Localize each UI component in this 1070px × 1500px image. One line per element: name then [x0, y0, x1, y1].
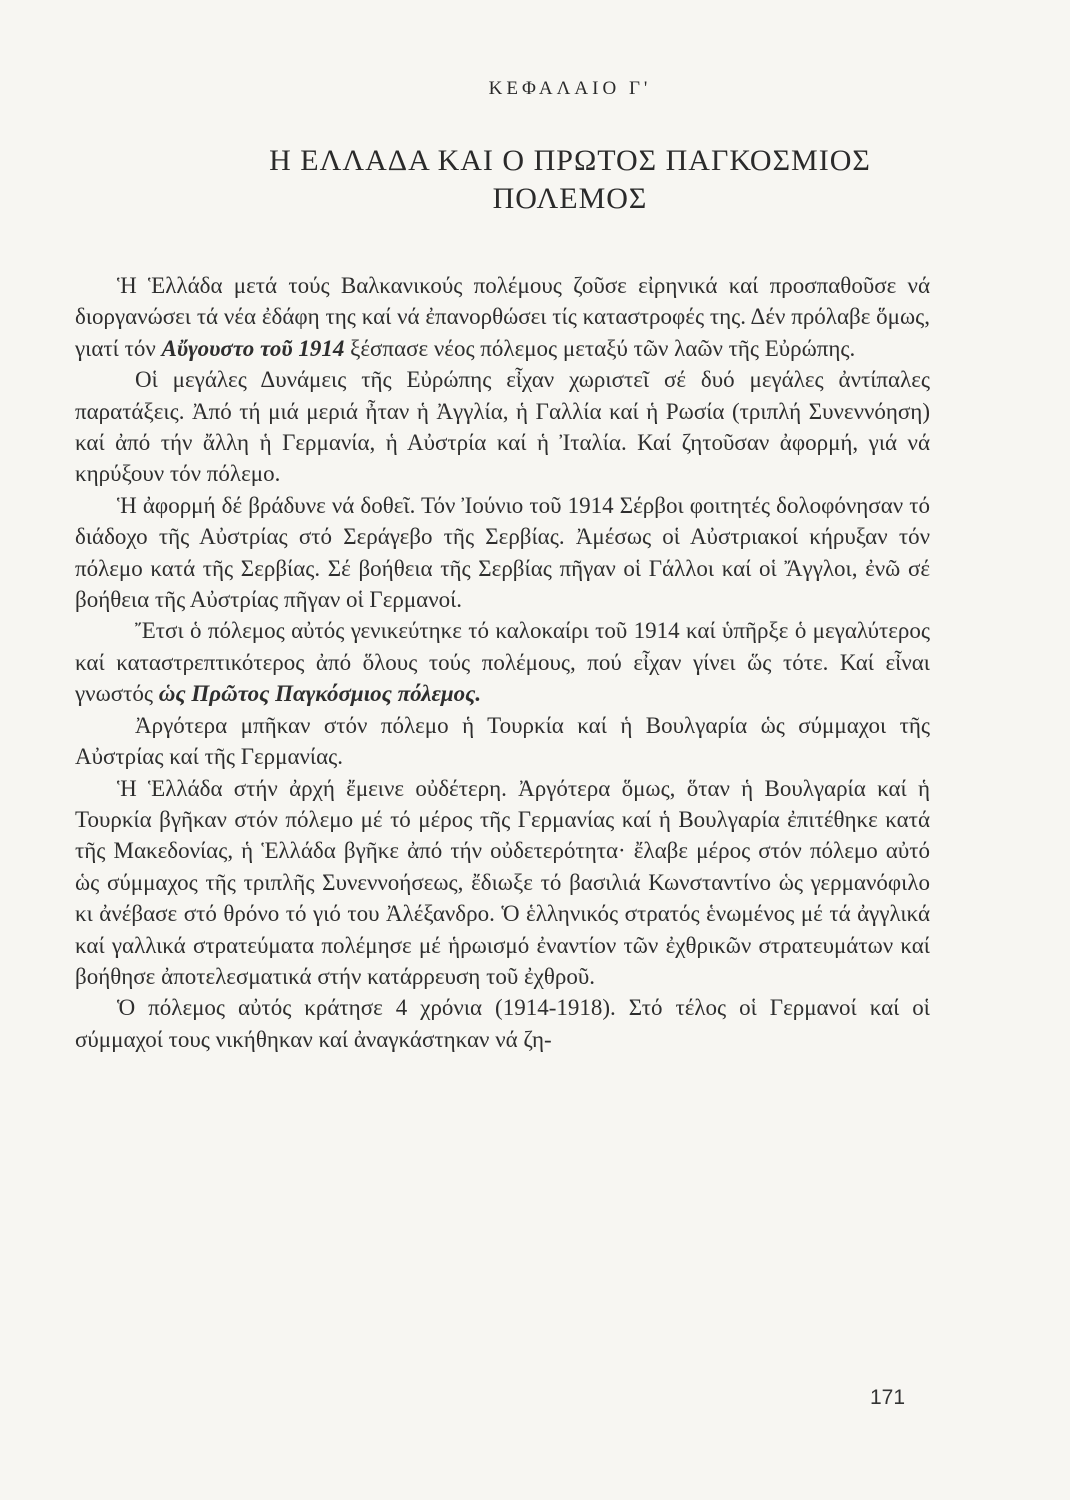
body-text	[75, 270, 930, 1055]
paragraph-1-text-end: ξέσπασε νέος πόλεμος μεταξύ τῶν λαῶν τῆς Εὐρώπης.	[344, 335, 856, 361]
chapter-title	[0, 142, 1070, 218]
paragraph-1-text: Ἡ Ἑλλάδα μετά τούς Βαλκανικούς πολέμους ζοῦσε εἰρηνικά καί προσπαθοῦσε νά διοργανώσει τά νέα ἐδάφη της καί νά ἐπανορθώσει τίς καταστροφές της. Δέν πρόλαβε ὅμως, γιατί τόν	[75, 273, 930, 361]
chapter-title-line-2: ΠΟΛΕΜΟΣ	[492, 182, 648, 215]
paragraph-4	[75, 615, 930, 709]
paragraph-5: Ἀργότερα μπῆκαν στόν πόλεμο ἡ Τουρκία καί ἡ Βουλγαρία ὡς σύμμαχοι τῆς Αὐστρίας καί τῆς Γερμανίας.	[75, 712, 930, 770]
paragraph-4-text: Ἔτσι ὁ πόλεμος αὐτός γενικεύτηκε τό καλοκαίρι τοῦ 1914 καί ὑπῆρξε ὁ μεγαλύτερος καί καταστρεπτικότερος ἀπό ὅλους τούς πολέμους, πού εἶχαν γίνει ὥς τότε. Καί εἶναι γνωστός	[75, 618, 930, 707]
emphasis-war-name: ὡς Πρῶτος Παγκόσμιος πόλεμος.	[158, 681, 482, 707]
paragraph-6: Ἡ Ἑλλάδα στήν ἀρχή ἔμεινε οὐδέτερη. Ἀργότερα ὅμως, ὅταν ἡ Βουλγαρία καί ἡ Τουρκία βγῆκαν στόν πόλεμο μέ τό μέρος τῆς Γερμανίας καί ἡ Βουλγαρία ἐπιτέθηκε κατά τῆς Μακεδονίας, ἡ Ἑλλάδα βγῆκε ἀπό τήν οὐδετερότητα· ἔλαβε μέρος στόν πόλεμο αὐτό ὡς σύμμαχος τῆς τριπλῆς Συνεννοήσεως, ἔδιωξε τό βασιλιά Κωνσταντίνο ὡς γερμανόφιλο κι ἀνέβασε στό θρόνο τό γιό του Ἀλέξανδρο. Ὁ ἑλληνικός στρατός ἑνωμένος μέ τά ἀγγλικά καί γαλλικά στρατεύματα πολέμησε μέ ἡρωισμό ἐναντίον τῶν ἐχθρικῶν στρατευμάτων καί βοήθησε ἀποτελεσματικά στήν κατάρρευση τοῦ ἐχθροῦ.	[75, 775, 930, 989]
chapter-label: ΚΕΦΑΛΑΙΟ Γ'	[488, 78, 652, 99]
paragraph-2: Οἱ μεγάλες Δυνάμεις τῆς Εὐρώπης εἶχαν χωριστεῖ σέ δυό μεγάλες ἀντίπαλες παρατάξεις. Ἀπό τή μιά μεριά ἦταν ἡ Ἀγγλία, ἡ Γαλλία καί ἡ Ρωσία (τριπλή Συνεννόηση) καί ἀπό τήν ἄλλη ἡ Γερμανία, ἡ Αὐστρία καί ἡ Ἰταλία. Καί ζητοῦσαν ἀφορμή, γιά νά κηρύξουν τόν πόλεμο.	[75, 367, 930, 487]
page-number: 171	[870, 1386, 906, 1409]
emphasis-date: Αὔγουστο τοῦ 1914	[161, 335, 345, 361]
paragraph-3: Ἡ ἀφορμή δέ βράδυνε νά δοθεῖ. Τόν Ἰούνιο τοῦ 1914 Σέρβοι φοιτητές δολοφόνησαν τό διάδοχο τῆς Αὐστρίας στό Σεράγεβο τῆς Σερβίας. Ἀμέσως οἱ Αὐστριακοί κήρυξαν τόν πόλεμο κατά τῆς Σερβίας. Σέ βοήθεια τῆς Σερβίας πῆγαν οἱ Γάλλοι καί οἱ Ἄγγλοι, ἐνῶ σέ βοήθεια τῆς Αὐστρίας πῆγαν οἱ Γερμανοί.	[75, 492, 930, 613]
chapter-title-line-1: Η ΕΛΛΑΔΑ ΚΑΙ Ο ΠΡΩΤΟΣ ΠΑΓΚΟΣΜΙΟΣ	[269, 144, 871, 177]
paragraph-1	[75, 270, 930, 364]
paragraph-7: Ὁ πόλεμος αὐτός κράτησε 4 χρόνια (1914-1918). Στό τέλος οἱ Γερμανοί καί οἱ σύμμαχοί τους νικήθηκαν καί ἀναγκάστηκαν νά ζη-	[75, 995, 930, 1052]
